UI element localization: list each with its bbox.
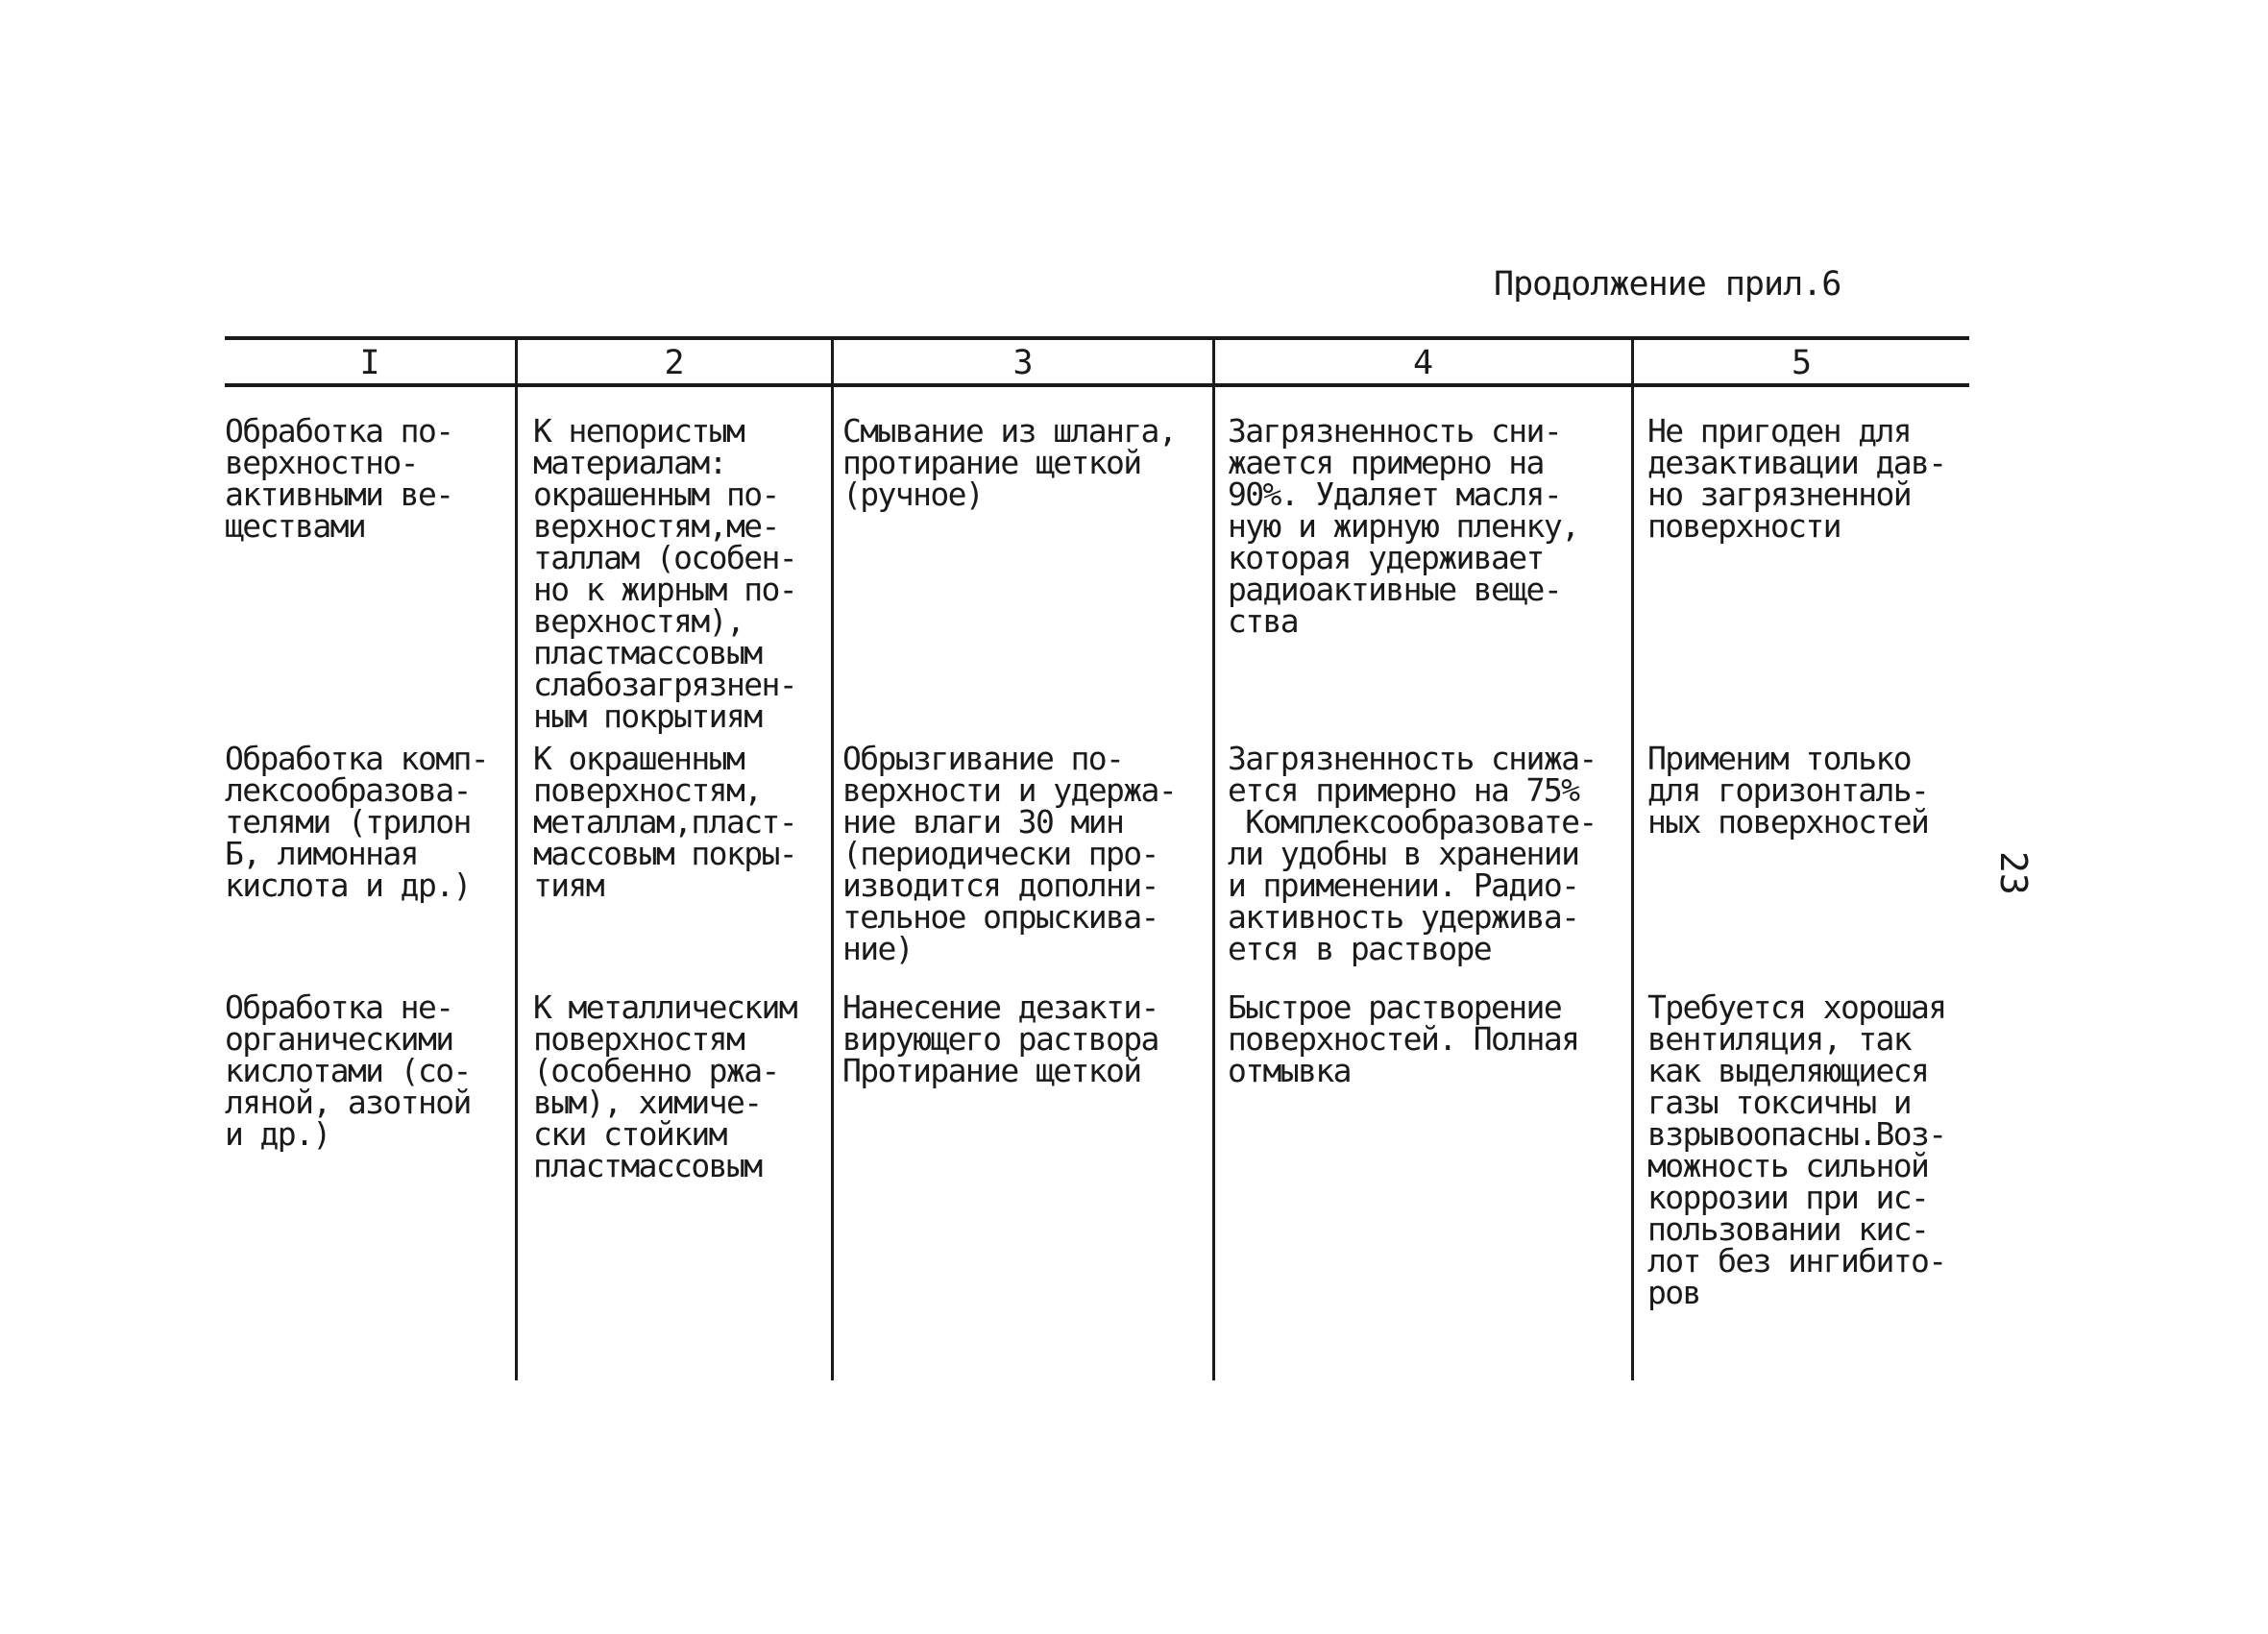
table-cell: К окрашенным поверхностям, металлам,пласт- массовым покры- тиям xyxy=(533,740,797,904)
column-header: 3 xyxy=(1012,344,1034,382)
continuation-heading: Продолжение прил.6 xyxy=(1494,265,1841,304)
table-cell: Загрязненность сни- жается примерно на 90%. Удаляет масля- ную и жирную пленку, которая удерживает радиоактивные веще- ства xyxy=(1228,412,1579,640)
column-header: I xyxy=(359,344,380,382)
column-header: 2 xyxy=(664,344,685,382)
table-cell: Применим только для горизонталь- ных поверхностей xyxy=(1647,740,1929,841)
table-top-rule xyxy=(225,336,1969,340)
page-number: 23 xyxy=(1992,851,2035,895)
table-cell: Требуется хорошая вентиляция, так как выделяющиеся газы токсичны и взрывоопасны.Воз- можность сильной коррозии при ис- пользовании кис- лот без ингибито- ров xyxy=(1647,988,1946,1311)
column-header: 4 xyxy=(1412,344,1434,382)
column-divider xyxy=(1631,338,1634,1380)
table-cell: Быстрое растворение поверхностей. Полная отмывка xyxy=(1228,988,1579,1089)
table-cell: Смывание из шланга, протирание щеткой (ручное) xyxy=(842,412,1177,513)
table-cell: Не пригоден для дезактивации дав- но загрязненной поверхности xyxy=(1647,412,1946,545)
column-divider xyxy=(1212,338,1215,1380)
table-cell: Обработка по- верхностно- активными ве- ществами xyxy=(225,412,453,545)
table-cell: Нанесение дезакти- вирующего раствора Протирание щеткой xyxy=(842,988,1158,1089)
table-header-rule xyxy=(225,383,1969,387)
table-cell: Загрязненность снижа- ется примерно на 75% Комплексообразовате- ли удобны в хранении и применении. Радио- активность удержива- ется в растворе xyxy=(1228,740,1597,967)
column-divider xyxy=(515,338,518,1380)
table-cell: К металлическим поверхностям (особенно ржа- вым), химиче- ски стойким пластмассовым xyxy=(533,988,797,1184)
column-header: 5 xyxy=(1791,344,1813,382)
column-divider xyxy=(831,338,834,1380)
table-cell: К непористым материалам: окрашенным по- верхностям,ме- таллам (особен- но к жирным по- верхностям), пластмассовым слабозагрязнен- ным покрытиям xyxy=(533,412,797,735)
table-cell: Обработка не- органическими кислотами (со- ляной, азотной и др.) xyxy=(225,988,471,1153)
table-cell: Обработка комп- лексообразова- телями (трилон Б, лимонная кислота и др.) xyxy=(225,740,489,904)
table-cell: Обрызгивание по- верхности и удержа- ние влаги 30 мин (периодически про- изводится дополни- тельное опрыскива- ние) xyxy=(842,740,1177,967)
